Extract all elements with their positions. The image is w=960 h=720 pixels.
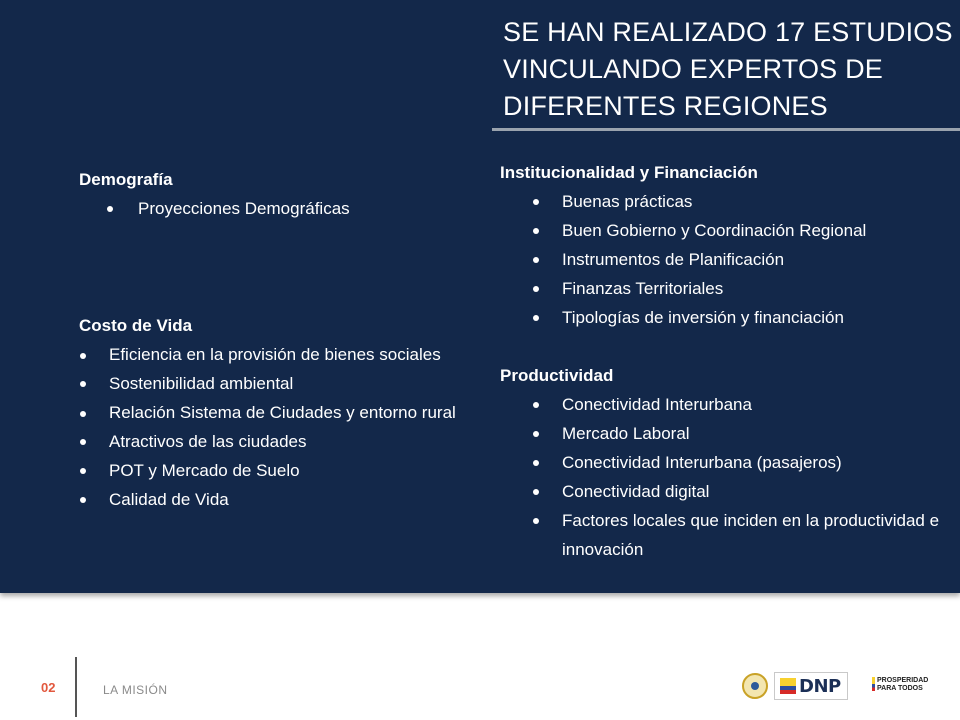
- dnp-logo: [774, 672, 848, 700]
- section-productividad: [500, 361, 940, 564]
- section-institucionalidad: [500, 158, 960, 332]
- bullet-list: [79, 194, 459, 223]
- coat-of-arms-icon: [742, 673, 768, 699]
- list-item: Atractivos de las ciudades: [79, 427, 459, 456]
- colombia-flag-icon: [780, 678, 796, 694]
- section-heading: Institucionalidad y Financiación: [500, 163, 758, 182]
- list-item: Mercado Laboral: [500, 419, 940, 448]
- footer-divider: [75, 657, 77, 717]
- bullet-list: [500, 390, 940, 564]
- page-number: 02: [41, 680, 56, 695]
- list-item: Buen Gobierno y Coordinación Regional: [500, 216, 960, 245]
- bullet-list: [79, 340, 459, 514]
- prosperidad-logo: [872, 677, 932, 693]
- list-item: Tipologías de inversión y financiación: [500, 303, 960, 332]
- section-heading: Costo de Vida: [79, 316, 193, 335]
- title-divider: [492, 128, 960, 131]
- list-item: Factores locales que inciden en la productividad e innovación: [500, 506, 940, 564]
- prosperidad-line-1: PROSPERIDAD: [877, 677, 929, 684]
- list-item: Conectividad Interurbana: [500, 390, 940, 419]
- list-item: Relación Sistema de Ciudades y entorno rural: [79, 398, 459, 427]
- section-demografia: [79, 165, 459, 223]
- list-item: Conectividad Interurbana (pasajeros): [500, 448, 940, 477]
- list-item: Buenas prácticas: [500, 187, 960, 216]
- list-item: Calidad de Vida: [79, 485, 459, 514]
- section-costo-de-vida: [79, 311, 459, 514]
- list-item: Proyecciones Demográficas: [79, 194, 459, 223]
- section-heading: Demografía: [79, 170, 173, 189]
- prosperidad-line-2: PARA TODOS: [877, 685, 923, 692]
- flag-stripe-icon: [872, 677, 875, 691]
- list-item: POT y Mercado de Suelo: [79, 456, 459, 485]
- dnp-logo-text: DNP: [799, 676, 841, 697]
- list-item: Finanzas Territoriales: [500, 274, 960, 303]
- slide-title: SE HAN REALIZADO 17 ESTUDIOS VINCULANDO EXPERTOS DE DIFERENTES REGIONES: [503, 17, 953, 121]
- list-item: Conectividad digital: [500, 477, 940, 506]
- section-label: LA MISIÓN: [103, 683, 168, 697]
- section-heading: Productividad: [500, 366, 614, 385]
- bullet-list: [500, 187, 960, 332]
- list-item: Sostenibilidad ambiental: [79, 369, 459, 398]
- list-item: Eficiencia en la provisión de bienes sociales: [79, 340, 459, 369]
- list-item: Instrumentos de Planificación: [500, 245, 960, 274]
